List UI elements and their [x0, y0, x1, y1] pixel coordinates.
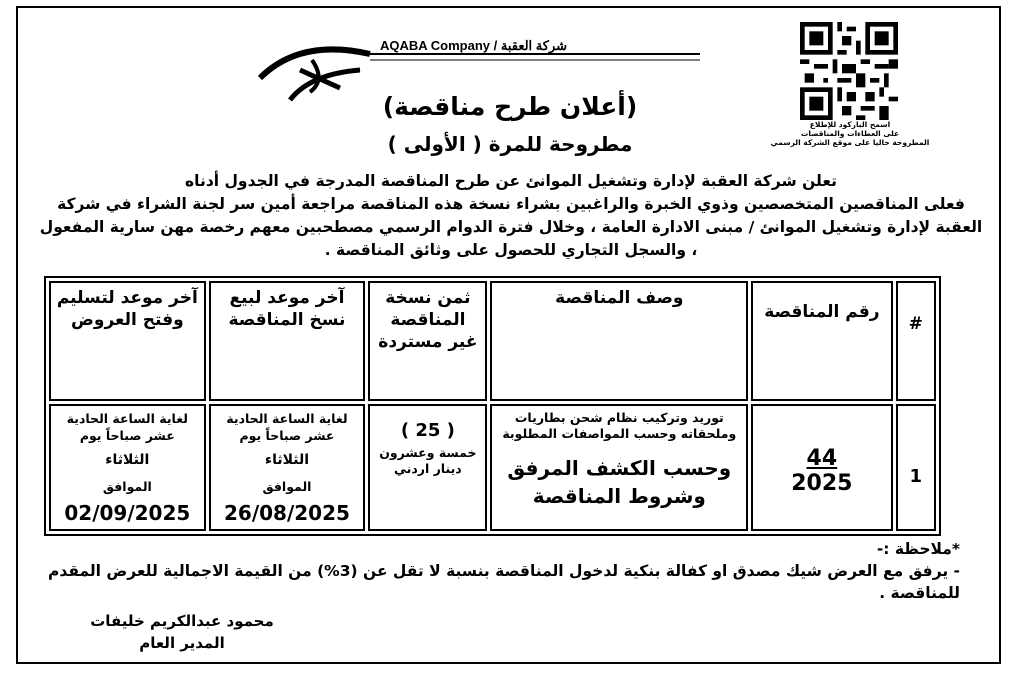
sale-date: 26/08/2025 [223, 501, 350, 525]
header-submission-deadline: آخر موعد لتسليم وفتح العروض [49, 281, 206, 401]
qr-caption-line: اسمح الباركود للإطلاع [809, 120, 891, 129]
description-text: توريد وتركيب نظام شحن بطاريات وملحقاته وحسب المواصفات المطلوبة [502, 410, 737, 441]
qr-caption-line: المطروحة حاليا على موقع الشركة الرسمي [770, 138, 930, 147]
submission-agree: الموافق [102, 479, 152, 494]
signature-block [52, 610, 312, 654]
price-value: ( 25 ) [400, 420, 455, 441]
tender-table [44, 276, 941, 536]
submission-date: 02/09/2025 [64, 501, 191, 525]
qr-caption-line: على العطاءات والمناقصات [800, 129, 900, 138]
header-sale-deadline: آخر موعد لبيع نسخ المناقصة [209, 281, 366, 401]
tender-description [490, 404, 748, 531]
announcement-title: (أعلان طرح مناقصة) [382, 92, 638, 121]
tender-number-year: 2025 [791, 471, 853, 496]
header-price: ثمن نسخة المناقصة غير مستردة [368, 281, 487, 401]
price-words: خمسة وعشرون دينار اردني [379, 445, 477, 476]
signatory-name: محمود عبدالكريم خليفات [90, 612, 274, 630]
note-section [40, 538, 960, 604]
intro-line: فعلى المناقصين المتخصصين وذوي الخبرة والراغبين بشراء نسخة هذه المناقصة مراجعة أمين سر لجنة الشراء في شركة [57, 195, 965, 213]
announcement-round: مطروحة للمرة ( الأولى ) [387, 132, 633, 156]
tender-price [368, 404, 487, 531]
table-header-row [49, 281, 936, 401]
sale-deadline [209, 404, 366, 531]
header-index: # [896, 281, 936, 401]
submission-time: لغاية الساعة الحادية عشر صباحاً يوم [66, 411, 188, 443]
intro-paragraph [36, 170, 986, 262]
intro-line: ، والسجل التجاري للحصول على وثائق المناقصة . [324, 241, 698, 259]
tender-number [751, 404, 892, 531]
intro-line: العقبة لإدارة وتشغيل الموانئ / مبنى الادارة العامة ، وخلال فترة الدوام الرسمي مصطحبين معهم رخصة مهن سارية المفعول [39, 218, 983, 236]
sale-day: الثلاثاء [264, 452, 309, 468]
submission-day: الثلاثاء [105, 452, 150, 468]
sale-time: لغاية الساعة الحادية عشر صباحاً يوم [226, 411, 348, 443]
signatory-position: المدير العام [139, 634, 225, 652]
intro-line: تعلن شركة العقبة لإدارة وتشغيل الموانئ عن طرح المناقصة المدرجة في الجدول أدناه [185, 172, 837, 190]
table-row [49, 404, 936, 531]
sale-agree: الموافق [262, 479, 312, 494]
tender-number-value: 44 [806, 446, 838, 471]
note-heading: *ملاحظة :- [876, 540, 960, 558]
row-index: 1 [896, 404, 936, 531]
submission-deadline [49, 404, 206, 531]
header-description: وصف المناقصة [490, 281, 748, 401]
note-text: - يرفق مع العرض شيك مصدق او كفالة بنكية لدخول المناقصة بنسبة لا تقل عن (3%) من القيمة الاجمالية للعرض المقدم للمناقصة . [48, 562, 960, 602]
description-terms: وحسب الكشف المرفق وشروط المناقصة [507, 456, 732, 508]
header-number: رقم المناقصة [751, 281, 892, 401]
svg-text:AQABA Company / شركة العقبة: AQABA Company / شركة العقبة [380, 38, 568, 53]
